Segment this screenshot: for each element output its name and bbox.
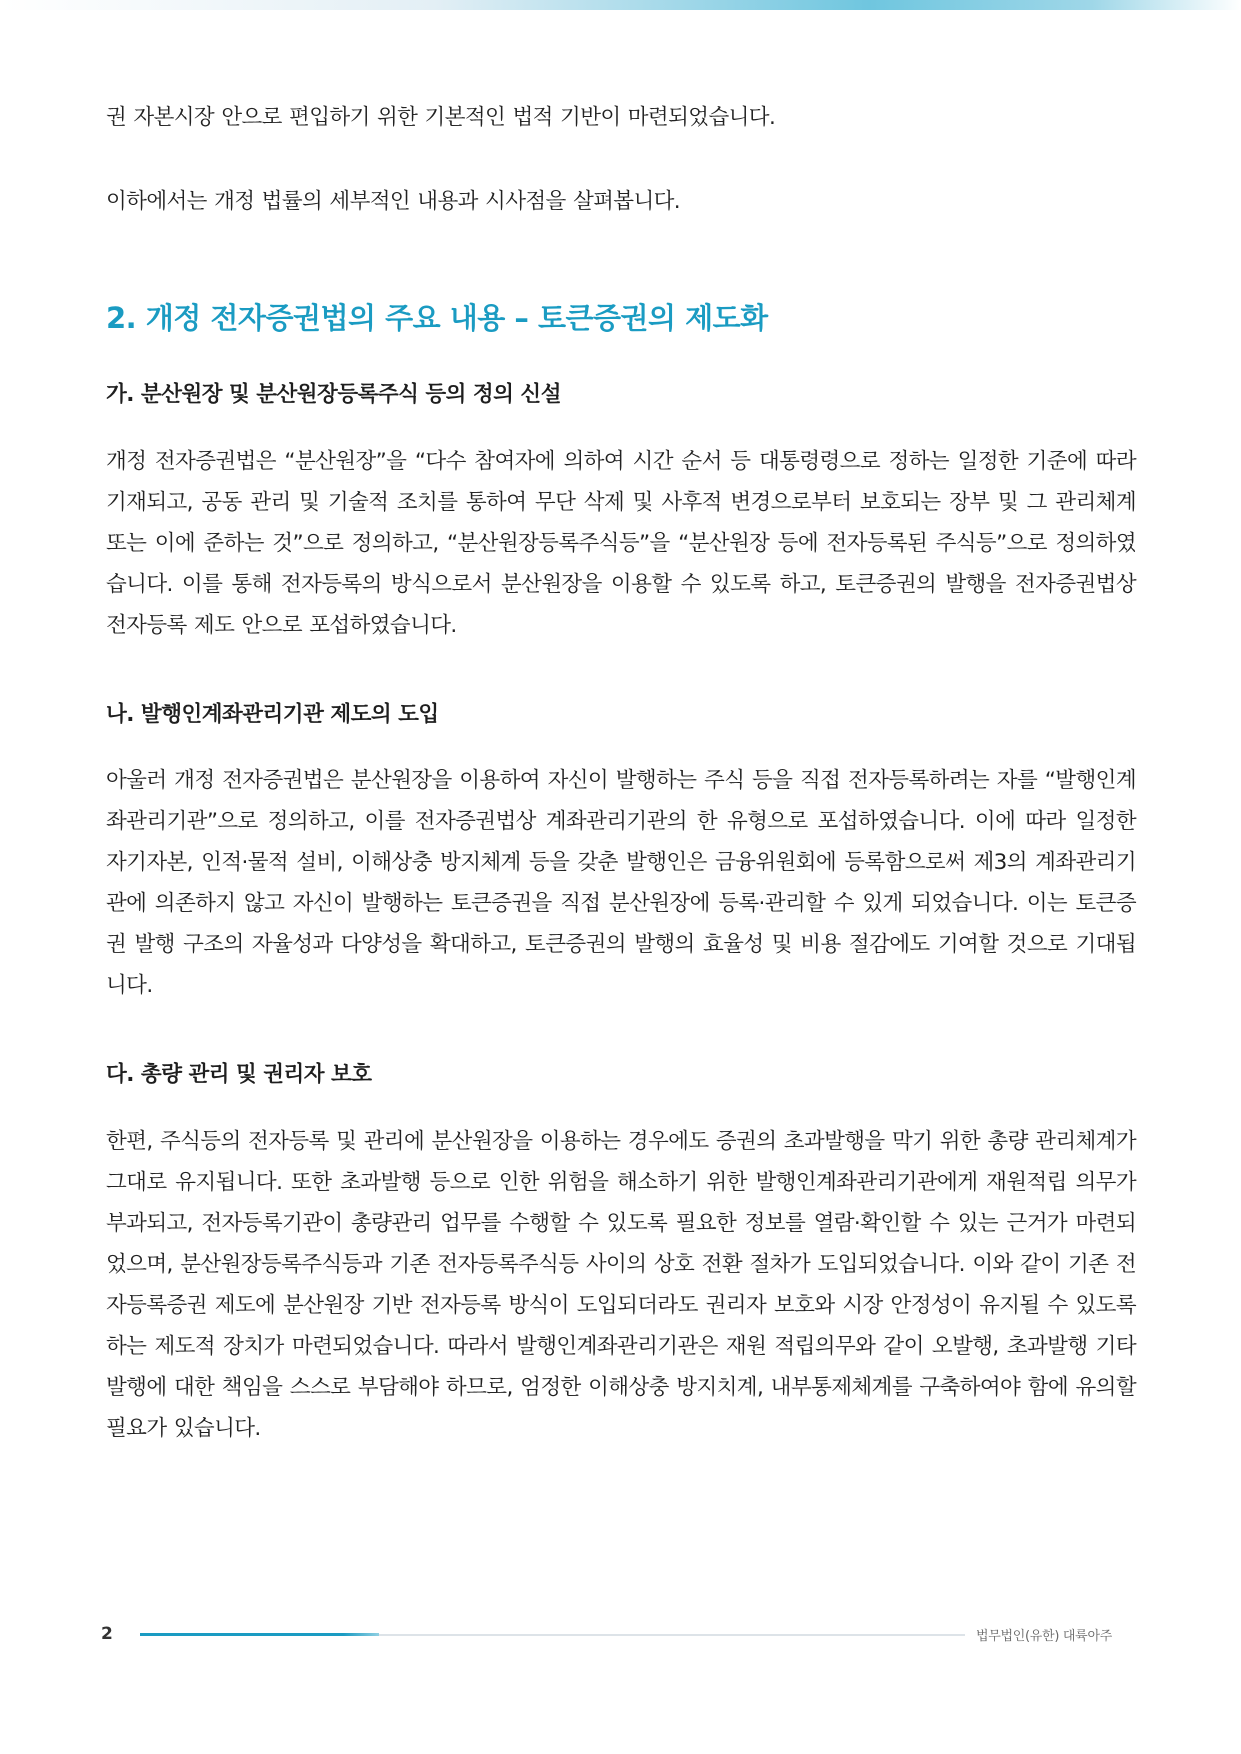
section-title: 2. 개정 전자증권법의 주요 내용 – 토큰증권의 제도화 (106, 301, 768, 335)
intro-paragraph-1: 권 자본시장 안으로 편입하기 위한 기본적인 법적 기반이 마련되었습니다. (106, 105, 776, 130)
subsection-title-na: 나. 발행인계좌관리기관 제도의 도입 (106, 702, 439, 727)
top-gradient-bar (0, 0, 1241, 10)
page-number: 2 (101, 1624, 113, 1644)
footer-firm-name: 법무법인(유한) 대륙아주 (976, 1629, 1112, 1644)
footer-progress-fill (140, 1633, 379, 1636)
subsection-title-da: 다. 총량 관리 및 권리자 보호 (106, 1062, 372, 1087)
subsection-title-ga: 가. 분산원장 및 분산원장등록주식 등의 정의 신설 (106, 382, 561, 407)
subsection-body-da: 한편, 주식등의 전자등록 및 관리에 분산원장을 이용하는 경우에도 증권의 초과발행을 막기 위한 총량 관리체계가 그대로 유지됩니다. 또한 초과발행 등으로 인한 위험을 해소하기 위한 발행인계좌관리기관에게 재원적립 의무가 부과되고, 전자등록기관이 총량관리 업무를 수행할 수 있도록 필요한 정보를 열람·확인할 수 있는 근거가 마련되었으며, 분산원장등록주식등과 기존 전자등록주식등 사이의 상호 전환 절차가 도입되었습니다. 이와 같이 기존 전자등록증권 제도에 분산원장 기반 전자등록 방식이 도입되더라도 권리자 보호와 시장 안정성이 유지될 수 있도록 하는 제도적 장치가 마련되었습니다. 따라서 발행인계좌관리기관은 재원 적립의무와 같이 오발행, 초과발행 기타 발행에 대한 책임을 스스로 부담해야 하므로, 엄정한 이해상충 방지치계, 내부통제체계를 구축하여야 함에 유의할 필요가 있습니다. (106, 1129, 1136, 1441)
subsection-body-ga: 개정 전자증권법은 “분산원장”을 “다수 참여자에 의하여 시간 순서 등 대통령령으로 정하는 일정한 기준에 따라 기재되고, 공동 관리 및 기술적 조치를 통하여 무단 삭제 및 사후적 변경으로부터 보호되는 장부 및 그 관리체계 또는 이에 준하는 것”으로 정의하고, “분산원장등록주식등”을 “분산원장 등에 전자등록된 주식등”으로 정의하였습니다. 이를 통해 전자등록의 방식으로서 분산원장을 이용할 수 있도록 하고, 토큰증권의 발행을 전자증권법상 전자등록 제도 안으로 포섭하였습니다. (106, 449, 1136, 638)
intro-paragraph-2: 이하에서는 개정 법률의 세부적인 내용과 시사점을 살펴봅니다. (106, 189, 681, 214)
subsection-body-na: 아울러 개정 전자증권법은 분산원장을 이용하여 자신이 발행하는 주식 등을 직접 전자등록하려는 자를 “발행인계좌관리기관”으로 정의하고, 이를 전자증권법상 계좌관리기관의 한 유형으로 포섭하였습니다. 이에 따라 일정한 자기자본, 인적·물적 설비, 이해상충 방지체계 등을 갖춘 발행인은 금융위원회에 등록함으로써 제3의 계좌관리기관에 의존하지 않고 자신이 발행하는 토큰증권을 직접 분산원장에 등록·관리할 수 있게 되었습니다. 이는 토큰증권 발행 구조의 자율성과 다양성을 확대하고, 토큰증권의 발행의 효율성 및 비용 절감에도 기여할 것으로 기대됩니다. (106, 768, 1136, 998)
